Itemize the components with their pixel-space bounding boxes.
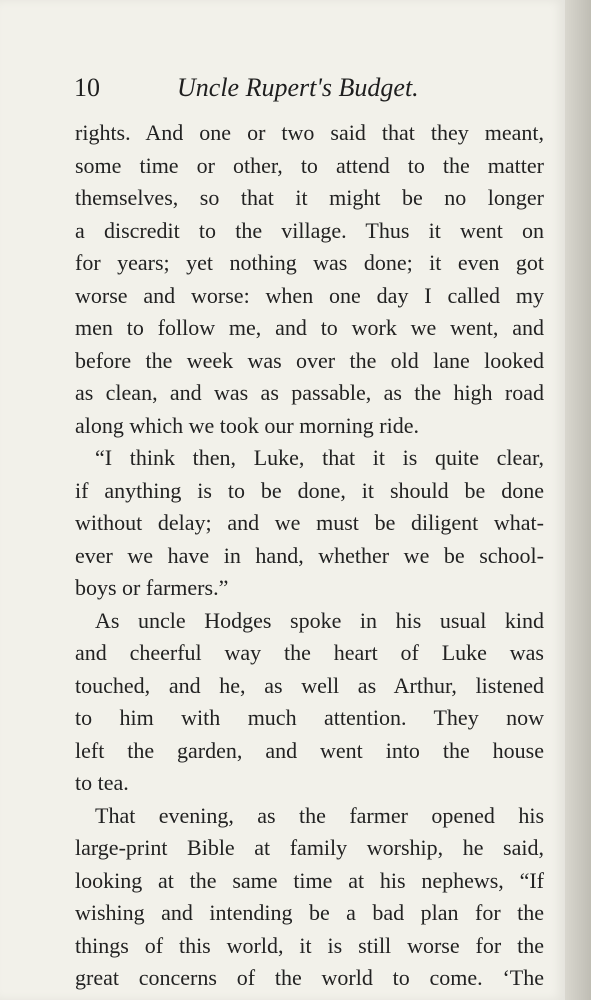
text-line: touched, and he, as well as Arthur, listened: [75, 672, 544, 698]
page-number: 10: [74, 73, 100, 102]
text-line: before the week was over the old lane looked: [75, 347, 544, 373]
text-line: boys or farmers.”: [75, 575, 229, 600]
text-line: without delay; and we must be diligent what-: [75, 510, 544, 535]
running-title: Uncle Rupert's Budget.: [177, 73, 419, 102]
text-line: great concerns of the world to come. ‘The: [75, 965, 544, 990]
text-line: looking at the same time at his nephews, “If: [75, 867, 544, 893]
text-line: themselves, so that it might be no longer: [75, 185, 544, 210]
page-gutter: [565, 0, 591, 1000]
text-line: wishing and intending be a bad plan for the: [75, 900, 544, 925]
text-line: As uncle Hodges spoke in his usual kind: [95, 607, 544, 633]
text-line: to him with much attention. They now: [75, 705, 544, 730]
text-line: and cheerful way the heart of Luke was: [75, 640, 544, 665]
text-line: a discredit to the village. Thus it went on: [75, 217, 544, 243]
text-line: some time or other, to attend to the matter: [75, 152, 544, 178]
text-line: That evening, as the farmer opened his: [95, 802, 544, 828]
body-text: [75, 117, 544, 995]
text-line: ever we have in hand, whether we be school-: [75, 542, 544, 568]
text-line: men to follow me, and to work we went, and: [75, 315, 544, 340]
text-line: worse and worse: when one day I called my: [75, 282, 544, 308]
text-line: “I think then, Luke, that it is quite clear,: [95, 445, 544, 470]
text-line: along which we took our morning ride.: [75, 412, 419, 438]
text-line: left the garden, and went into the house: [75, 737, 544, 763]
text-line: as clean, and was as passable, as the high road: [75, 380, 544, 405]
text-line: for years; yet nothing was done; it even got: [75, 250, 544, 275]
text-line: to tea.: [75, 770, 129, 795]
page-header: [74, 68, 544, 108]
text-line: large-print Bible at family worship, he said,: [75, 835, 544, 860]
text-line: things of this world, it is still worse for the: [75, 932, 544, 958]
text-line: rights. And one or two said that they meant,: [75, 120, 544, 145]
text-line: if anything is to be done, it should be done: [75, 477, 544, 503]
